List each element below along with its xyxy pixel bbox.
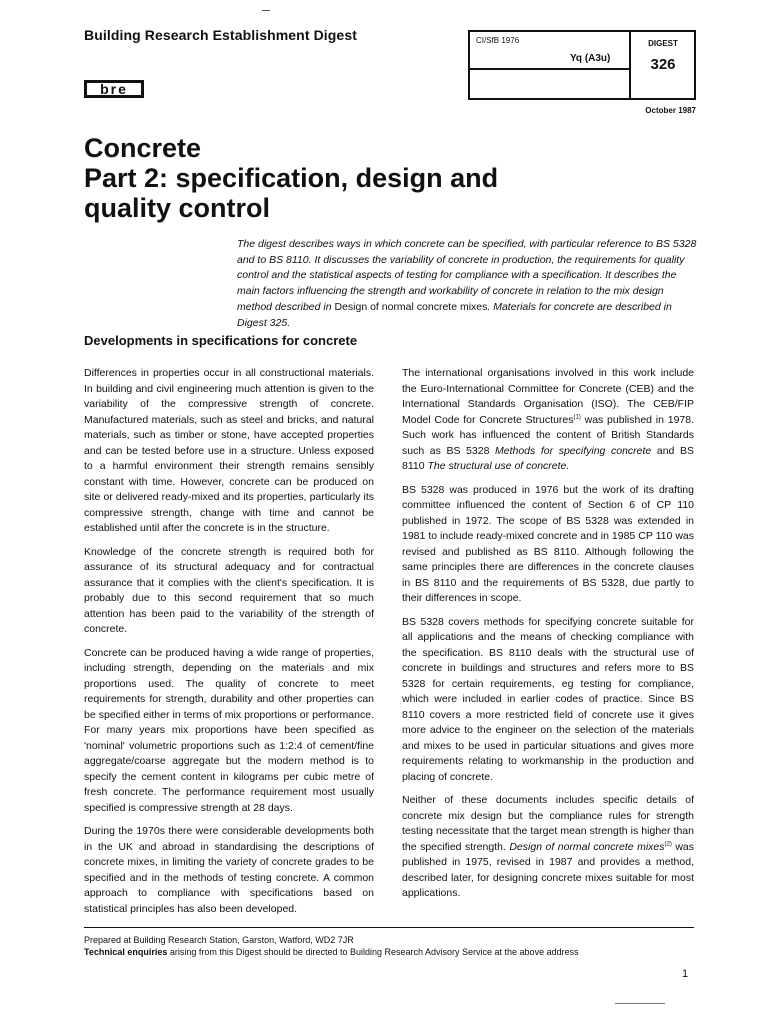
logo-text: bre xyxy=(100,81,128,97)
title-line-1: Concrete xyxy=(84,133,202,163)
standard-title: The structural use of concrete. xyxy=(427,460,570,472)
text-run: was published in 1978. Such work has influenced the content of British Standards such as BS 5328 xyxy=(402,413,695,457)
paragraph: Concrete can be produced having a wide range of properties, including strength, depending on the materials and mix proportions used. The quality of concrete to meet requirements for strength, durability and other properties can be specified either in terms of mix proportions or performance. For many years mix proportions have been specified as 'nominal' volumetric proportions such as 1:2:4 of cement/fine aggregate/coarse aggregate but the modern method is to specify the cement content in kilograms per cubic metre of fresh concrete. The performance requirement most usually specified is compressive strength at 28 days. xyxy=(84,646,374,814)
scan-mark xyxy=(262,10,270,11)
paragraph: BS 5328 covers methods for specifying concrete suitable for all applications and the means of checking compliance with the specification. BS 8110 deals with the structural use of concrete in buildings and structures and refers more to BS 5328 for certain requirements, eg testing for compliance, which were included in earlier codes of practice. Since BS 8110 covers a more restricted field of concrete use it gives more advice to the engineer on the selection of the materials and mixes to be used in particular situations and gives more requirements relating to workmanship in the production and placing of concrete. xyxy=(402,615,694,783)
abstract xyxy=(237,237,697,331)
paragraph xyxy=(402,366,694,475)
reference-marker: (1) xyxy=(573,414,581,420)
text-run: The international organisations involved in this work include the Euro-International Committee for Concrete (CEB) and the International Standards Organisation (ISO). The CEB/FIP Model Code for Concrete Structures xyxy=(402,367,694,426)
standard-title: Methods for specifying concrete xyxy=(495,444,652,457)
abstract-text-1: The digest describes ways in which concrete can be specified, with particular reference to BS 5328 and to BS 8110. It discusses the variability of concrete in production, the requirements for quality control and the statistical aspects of testing for compliance with a specification. It describes the main factors influencing the strength and workability of concrete in relation to the mix design method described in xyxy=(237,238,697,313)
classification-code: Yq (A3u) xyxy=(570,53,611,64)
paragraph: During the 1970s there were considerable developments both in the UK and abroad in standardising the descriptions of concrete mixes, in limiting the variety of concrete grades to be specified and in the methods of testing concrete. A common approach to compliance with specifications based on statistical principles has also been developed. xyxy=(84,825,374,915)
enquiries-label: Technical enquiries xyxy=(84,947,168,957)
page-number: 1 xyxy=(682,968,689,980)
classification-box xyxy=(468,30,696,100)
scan-mark xyxy=(615,1003,665,1004)
enquiries-text: arising from this Digest should be directed to Building Research Advisory Service at the above address xyxy=(167,947,579,957)
text-run: Neither of these documents includes specific details of concrete mix design but the compliance rules for strength testing necessitate that the target mean strength is higher than the specified strength. xyxy=(402,794,694,853)
bre-logo xyxy=(84,80,144,98)
paragraph xyxy=(402,793,694,902)
text-run: and BS 8110 xyxy=(402,444,694,472)
title-line-2: Part 2: specification, design and xyxy=(84,163,499,193)
abstract-reference-title: Design of normal concrete mixes xyxy=(334,300,488,313)
abstract-text-2: . Materials for concrete are described in Digest 325. xyxy=(237,300,672,329)
section-heading: Developments in specifications for concrete xyxy=(84,333,358,348)
publication-date: October 1987 xyxy=(645,106,696,115)
footer-address: Prepared at Building Research Station, Garston, Watford, WD2 7JR xyxy=(84,935,354,945)
paragraph: BS 5328 was produced in 1976 but the work of its drafting committee influenced the content of Section 6 of CP 110 published in 1972. The scope of BS 5328 was extended in 1981 to include ready-mixed concrete and in 1985 CP 110 was revised and published as BS 8110. Although following the same principles there are differences in the concrete clauses in BS 8110 and the requirements of BS 5328, due partly to their differences in scope. xyxy=(402,483,694,604)
classification-label: CI/SfB 1976 xyxy=(476,36,520,45)
digest-label: DIGEST xyxy=(648,39,678,48)
footer-enquiries xyxy=(84,946,704,958)
footer-rule xyxy=(84,927,694,928)
paragraph: Differences in properties occur in all constructional materials. In building and civil engineering much attention is given to the variability of the compressive strength of concrete. Manufactured materials, such as steel and bricks, and natural materials, such as timber or stone, have accepted properties and can be tested before use in a structure. Unless exposed to a harmful environment their strength remains sensibly constant with time. However, concrete can be produced on site or delivered ready-mixed and its properties, particularly its compressive strength, change with time and cannot be established until after the concrete is in the structure. xyxy=(84,367,374,534)
left-column xyxy=(84,366,374,925)
title-line-3: quality control xyxy=(84,193,271,223)
publication-title: Design of normal concrete mixes xyxy=(509,840,665,853)
classification-divider xyxy=(470,68,629,70)
publisher-name: Building Research Establishment Digest xyxy=(84,27,357,43)
text-run: was published in 1975, revised in 1987 and provides a method, described later, for designing concrete mixes suitable for most applications. xyxy=(402,840,694,899)
digest-number: 326 xyxy=(650,56,676,73)
right-column xyxy=(402,366,694,910)
reference-marker: (2) xyxy=(664,841,672,847)
paragraph: Knowledge of the concrete strength is required both for assurance of its structural adequacy and for contractual assurance that it complies with the client's specification. It is probably due to this second requirement that so much attention has been paid to the variability of the strength of concrete. xyxy=(84,545,374,635)
footer xyxy=(84,934,704,958)
page-title xyxy=(84,133,498,223)
